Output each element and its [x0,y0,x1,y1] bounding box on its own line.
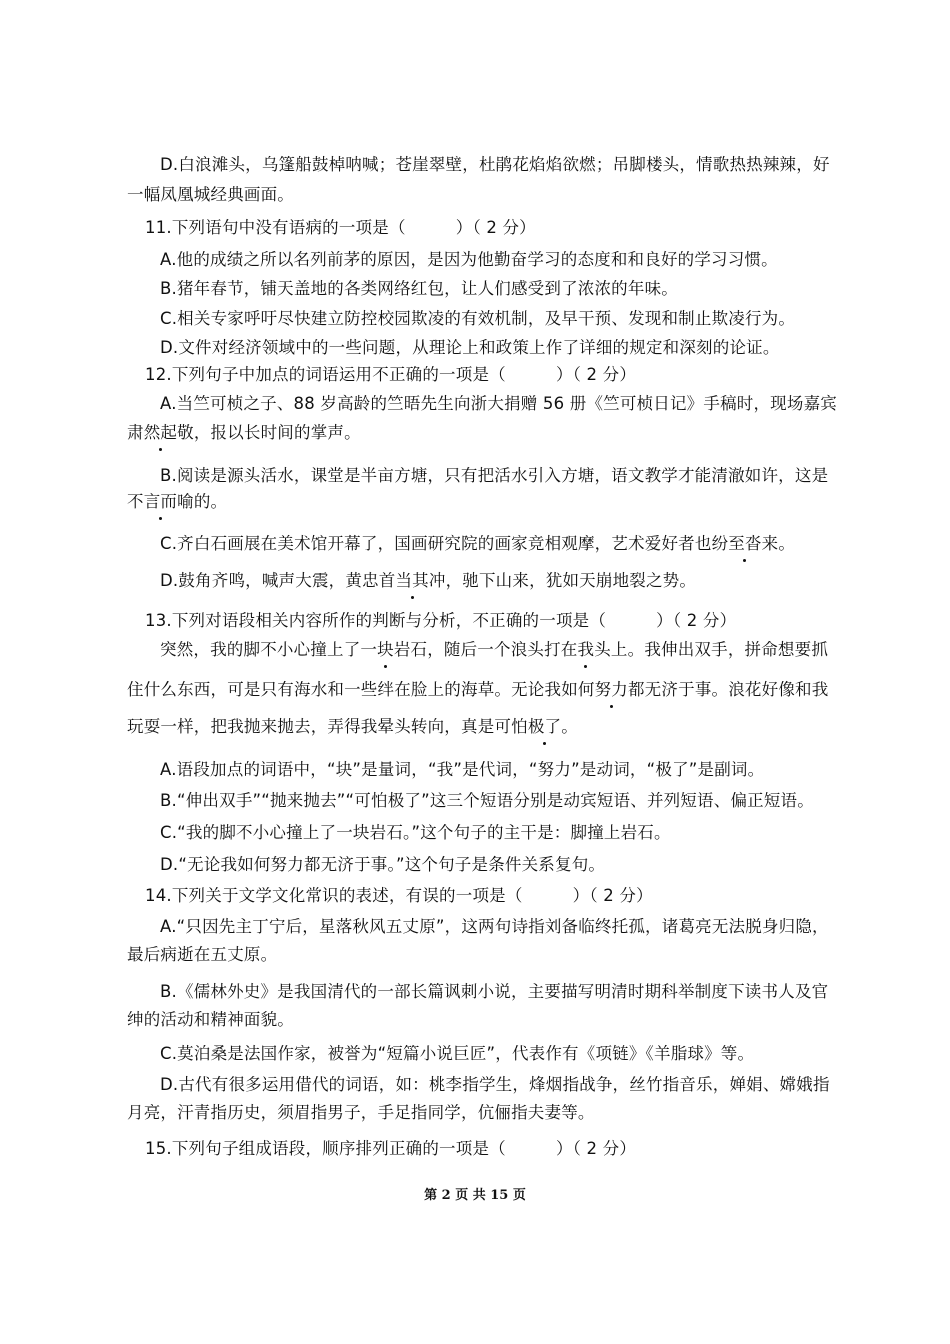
q12-option-b-line2 [127,491,837,513]
q11-option-d: D.文件对经济领域中的一些问题，从理论上和政策上作了详细的规定和深刻的论证。 [160,338,780,357]
text-segment: 住什么东西，可是只有海水和一些绊在脸上的海草。无论我如何 [127,680,595,699]
q14-option-d-line1: D.古代有很多运用借代的词语，如：桃李指学生，烽烟指战争，丝竹指音乐，婵娟、嫦娥指 [160,1075,830,1094]
q12-option-a-line2 [127,422,837,444]
q11-stem: 11.下列语句中没有语病的一项是（ ）（ 2 分） [145,218,536,237]
dotted-word: 我 [577,640,595,659]
q12-option-c [160,533,870,555]
q13-passage-line2 [127,679,837,701]
text-segment: D.鼓角齐鸣，喊声大震，黄忠 [160,571,379,590]
q14-option-b-line1: B.《儒林外史》是我国清代的一部长篇讽刺小说，主要描写明清时期科举制度下读书人及官 [160,982,829,1001]
text-segment: 都无济于事。浪花好像和我 [628,680,829,699]
q11-option-a: A.他的成绩之所以名列前茅的原因，是因为他勤奋学习的态度和和良好的学习习惯。 [160,250,778,269]
text-segment: 。 [778,534,796,553]
q14-option-c: C.莫泊桑是法国作家，被誉为“短篇小说巨匠”，代表作有《项链》《羊脂球》等。 [160,1044,755,1063]
text-segment: 。 [561,717,578,736]
q10-option-d-line2: 一幅凤凰城经典画面。 [127,185,294,204]
text-segment: C.齐白石画展在美术馆开幕了，国画研究院的画家竞相观摩，艺术爱好者也 [160,534,712,553]
q13-passage-line1 [160,639,870,661]
q14-option-b-line2: 绅的活动和精神面貌。 [127,1010,294,1029]
q10-option-d-line1: D.白浪滩头，乌篷船鼓棹呐喊；苍崖翠壁，杜鹃花焰焰欲燃；吊脚楼头，情歌热热辣辣，好 [160,155,830,174]
q11-option-c: C.相关专家呼吁尽快建立防控校园欺凌的有效机制，及早干预、发现和制止欺凌行为。 [160,309,796,328]
q12-option-a-line1: A.当竺可桢之子、88 岁高龄的竺晤先生向浙大捐赠 56 册《竺可桢日记》手稿时，现场嘉宾 [160,394,837,413]
q15-stem: 15.下列句子组成语段，顺序排列正确的一项是（ ）（ 2 分） [145,1139,637,1158]
page-number-footer: 第 2 页 共 15 页 [424,1188,526,1203]
dotted-word: 努力 [594,680,629,699]
q14-option-d-line2: 月亮，汗青指历史，须眉指男子，手足指同学，伉俪指夫妻等。 [127,1103,595,1122]
text-segment: ，报以长时间的掌声。 [193,423,361,442]
text-segment: 的。 [193,492,228,511]
q12-stem: 12.下列句子中加点的词语运用不正确的一项是（ ）（ 2 分） [145,365,637,384]
q13-passage-line3 [127,716,837,738]
q11-option-b: B.猪年春节，铺天盖地的各类网络红包，让人们感受到了浓浓的年味。 [160,279,678,298]
dotted-phrase: 纷至沓来 [711,534,779,553]
q13-option-b: B.“伸出双手”“抛来抛去”“可怕极了”这三个短语分别是动宾短语、并列短语、偏正短语。 [160,791,814,810]
dotted-word: 块 [377,640,394,659]
q14-option-a-line2: 最后病逝在五丈原。 [127,945,278,964]
dotted-phrase: 不言而喻 [127,492,194,511]
q13-option-c: C.“我的脚不小心撞上了一块岩石。”这个句子的主干是：脚撞上岩石。 [160,823,671,842]
q13-option-d: D.“无论我如何努力都无济于事。”这个句子是条件关系复句。 [160,855,606,874]
q12-option-d [160,570,870,592]
text-segment: 岩石，随后一个浪头打在 [393,640,578,659]
q13-stem: 13.下列对语段相关内容所作的判断与分析，不正确的一项是（ ）（ 2 分） [145,611,737,630]
q12-option-b-line1: B.阅读是源头活水，课堂是半亩方塘，只有把活水引入方塘，语文教学才能清澈如许，这是 [160,466,829,485]
dotted-phrase: 首当其冲 [378,571,446,590]
text-segment: 头上。我伸出双手，拼命想要抓 [594,640,829,659]
text-segment: 突然，我的脚不小心撞上了一 [160,640,378,659]
dotted-word: 极了 [527,717,562,736]
text-segment: ，驰下山来，犹如天崩地裂之势。 [445,571,697,590]
q14-stem: 14.下列关于文学文化常识的表述，有误的一项是（ ）（ 2 分） [145,886,653,905]
text-segment: 玩耍一样，把我抛来抛去，弄得我晕头转向，真是可怕 [127,717,528,736]
q14-option-a-line1: A.“只因先主丁宁后，星落秋风五丈原”，这两句诗指刘备临终托孤，诸葛亮无法脱身归隐， [160,917,829,936]
q13-option-a: A.语段加点的词语中，“块”是量词，“我”是代词，“努力”是动词，“极了”是副词。 [160,760,765,779]
dotted-phrase: 肃然起敬 [127,423,194,442]
